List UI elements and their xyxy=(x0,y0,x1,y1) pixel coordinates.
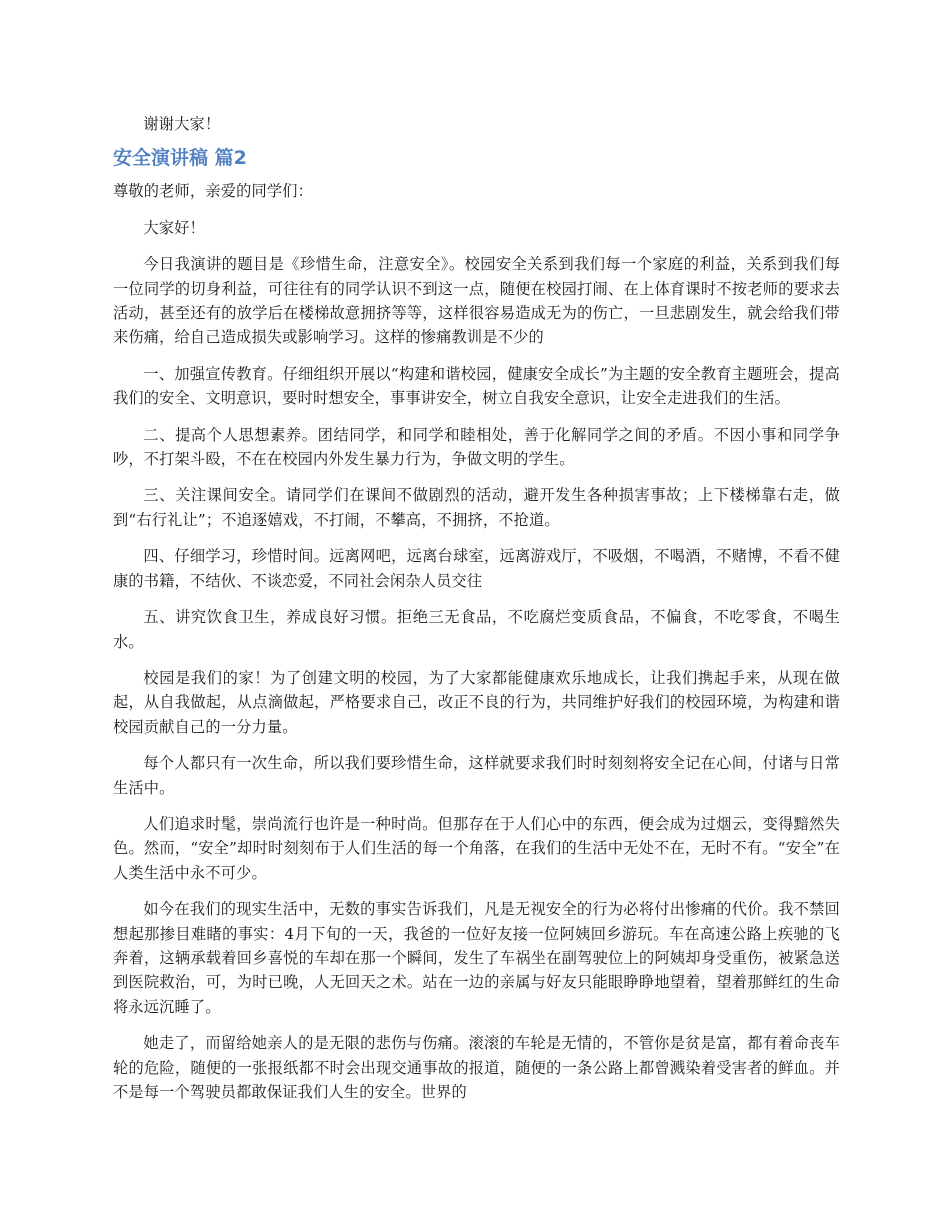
salutation: 尊敬的老师，亲爱的同学们： xyxy=(113,182,314,201)
paragraph-point-5: 五、讲究饮食卫生，养成良好习惯。拒绝三无食品，不吃腐烂变质食品，不偏食，不吃零食，不喝生水。 xyxy=(113,608,840,651)
paragraph-campus: 校园是我们的家！为了创建文明的校园，为了大家都能健康欢乐地成长，让我们携起手来，从现在做起，从自我做起，从点滴做起，严格要求自己，改正不良的行为，共同维护好我们的校园环境，为构建和谐校园贡献自己的一分力量。 xyxy=(113,668,840,736)
paragraph-fashion: 人们追求时髦，崇尚流行也许是一种时尚。但那存在于人们心中的东西，便会成为过烟云，变得黯然失色。然而，“安全”却时时刻刻布于人们生活的每一个角落，在我们的生活中无处不在，无时不有。“安全”在人类生活中永不可少。 xyxy=(113,814,840,882)
paragraph-point-1: 一、加强宣传教育。仔细组织开展以“构建和谐校园，健康安全成长”为主题的安全教育主题班会，提高我们的安全、文明意识，要时时想安全，事事讲安全，树立自我安全意识，让安全走进我们的生活。 xyxy=(113,364,840,408)
closing-line: 谢谢大家！ xyxy=(143,115,221,133)
section-heading: 安全演讲稿 篇2 xyxy=(113,147,247,170)
paragraph-point-3: 三、关注课间安全。请同学们在课间不做剧烈的活动，避开发生各种损害事故；上下楼梯靠右走，做到“右行礼让”；不追逐嬉戏，不打闹，不攀高，不拥挤，不抢道。 xyxy=(113,486,840,529)
document-page xyxy=(113,112,840,1104)
paragraph-life: 每个人都只有一次生命，所以我们要珍惜生命，这样就要求我们时时刻刻将安全记在心间，付诸与日常生活中。 xyxy=(113,754,840,797)
greeting: 大家好！ xyxy=(143,218,205,237)
paragraph-intro: 今日我演讲的题目是《珍惜生命，注意安全》。校园安全关系到我们每一个家庭的利益，关系到我们每一位同学的切身利益，可往往有的同学认识不到这一点，随便在校园打闹、在上体育课时不按老师的要求去活动，甚至还有的放学后在楼梯故意拥挤等等，这样很容易造成无为的伤亡，一旦悲剧发生，就会给我们带来伤痛，给自己造成损失或影响学习。这样的惨痛教训是不少的 xyxy=(113,255,840,347)
paragraph-point-2: 二、提高个人思想素养。团结同学，和同学和睦相处，善于化解同学之间的矛盾。不因小事和同学争吵，不打架斗殴，不在在校园内外发生暴力行为，争做文明的学生。 xyxy=(113,425,840,469)
paragraph-grief: 她走了，而留给她亲人的是无限的悲伤与伤痛。滚滚的车轮是无情的，不管你是贫是富，都有着命丧车轮的危险，随便的一张报纸都不时会出现交通事故的报道，随便的一条公路上都曾溅染着受害者的鲜血。并不是每一个驾驶员都敢保证我们人生的安全。世界的 xyxy=(113,1034,840,1101)
paragraph-accident: 如今在我们的现实生活中，无数的事实告诉我们，凡是无视安全的行为必将付出惨痛的代价。我不禁回想起那掺目难睹的事实：4月下旬的一天，我爸的一位好友接一位阿姨回乡游玩。车在高速公路上疾驰的飞奔着，这辆承载着回乡喜悦的车却在那一个瞬间，发生了车祸坐在副驾驶位上的阿姨却身受重伤，被紧急送到医院救治，可，为时已晚，人无回天之术。站在一边的亲属与好友只能眼睁睁地望着，望着那鲜红的生命将永远沉睡了。 xyxy=(113,900,840,1016)
paragraph-point-4: 四、仔细学习，珍惜时间。远离网吧，远离台球室，远离游戏厅，不吸烟，不喝酒，不赌博，不看不健康的书籍，不结伙、不谈恋爱，不同社会闲杂人员交往 xyxy=(113,547,840,590)
